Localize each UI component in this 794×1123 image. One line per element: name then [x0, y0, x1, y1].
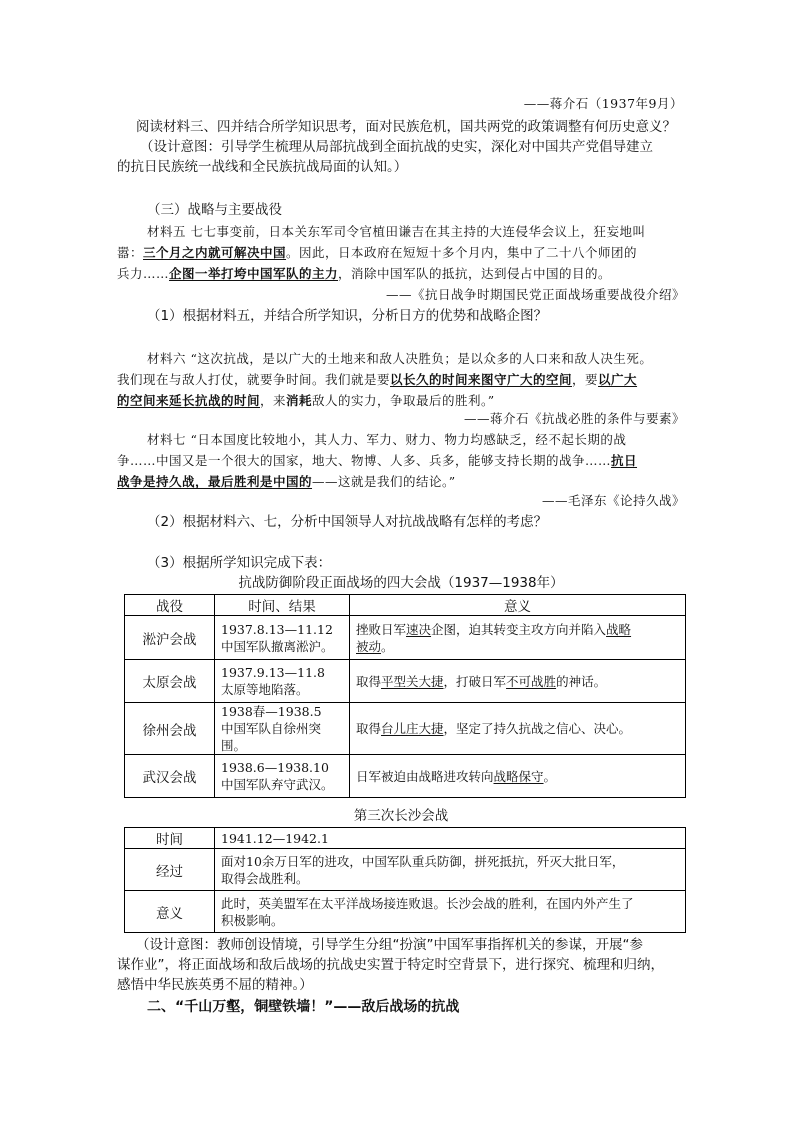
changsha-table	[124, 827, 686, 933]
material5-line: 兵力……企图一举打垮中国军队的主力，消除中国军队的抵抗，达到侵占中国的目的。	[117, 266, 612, 281]
battle-significance: 挫败日军速决企图，迫其转变主攻方向并陷入战略 被动。	[350, 616, 686, 660]
underlined-phrase: 三个月之内就可解决中国	[143, 245, 287, 260]
table-row	[125, 703, 686, 755]
question-2: （2）根据材料六、七，分析中国领导人对抗战战略有怎样的考虑？	[147, 514, 548, 530]
material6-line: 材料六 “这次抗战，是以广大的土地来和敌人决胜负；是以众多的人口来和敌人决生死。	[147, 351, 653, 366]
column-header: 战役	[125, 595, 215, 616]
material7-line: 争……中国又是一个很大的国家，地大、物博、人多、兵多，能够支持长期的战争……抗日	[117, 453, 638, 468]
table-row	[125, 849, 686, 891]
table-row	[125, 616, 686, 660]
question-text: 阅读材料三、四并结合所学知识思考，面对民族危机，国共两党的政策调整有何历史意义？	[136, 119, 676, 135]
design-intent-line: 谋作业”，将正面战场和敌后战场的抗战史实置于特定时空背景下，进行探究、梳理和归纳，	[117, 957, 664, 973]
column-header: 时间、结果	[215, 595, 350, 616]
design-intent-line: （设计意图：教师创设情境，引导学生分组“扮演”中国军事指挥机关的参谋，开展“参	[136, 937, 643, 953]
underlined-phrase: 企图一举打垮中国军队的主力	[169, 266, 339, 281]
battle-significance: 取得平型关大捷，打破日军不可战胜的神话。	[350, 660, 686, 703]
table-row	[125, 755, 686, 798]
battle-significance: 日军被迫由战略进攻转向战略保守。	[350, 755, 686, 798]
battle-name: 徐州会战	[125, 703, 215, 755]
battle-significance: 取得台儿庄大捷，坚定了持久抗战之信心、决心。	[350, 703, 686, 755]
battle-time-result: 1938春—1938.5 中国军队自徐州突围。	[215, 703, 350, 755]
underlined-phrase: 战争是持久战，最后胜利是中国的	[117, 474, 313, 489]
question-3: （3）根据所学知识完成下表：	[147, 555, 332, 571]
design-intent-line: 感悟中华民族英勇不屈的精神。）	[117, 977, 313, 993]
section-two-heading: 二、“千山万壑，铜壁铁墙！”——敌后战场的抗战	[147, 999, 460, 1015]
section-title: （三）战略与主要战役	[147, 202, 282, 218]
material6-line: 我们现在与敌人打仗，就要争时间。我们就是要以长久的时间来图守广大的空间，要以广大	[117, 372, 638, 387]
battle-name: 太原会战	[125, 660, 215, 703]
table-header-row	[125, 595, 686, 616]
material4-source: ——蒋介石（1937年9月）	[523, 96, 683, 111]
row-content: 1941.12—1942.1	[215, 828, 686, 849]
material7-line: 材料七 “日本国度比较地小，其人力、军力、财力、物力均感缺乏，经不起长期的战	[147, 432, 627, 447]
question-1: （1）根据材料五，并结合所学知识，分析日方的优势和战略企图？	[147, 308, 548, 324]
material7-source: ——毛泽东《论持久战》	[541, 493, 685, 508]
battle-time-result: 1938.6—1938.10 中国军队弃守武汉。	[215, 755, 350, 798]
table1-caption: 抗战防御阶段正面战场的四大会战（1937—1938年）	[238, 575, 564, 591]
table-row	[125, 828, 686, 849]
underlined-phrase: 以广大	[598, 372, 638, 387]
table-row	[125, 891, 686, 933]
battle-time-result: 1937.8.13—11.12 中国军队撤离淞沪。	[215, 616, 350, 660]
material7-line: 战争是持久战，最后胜利是中国的——这就是我们的结论。”	[117, 474, 456, 489]
table2-caption: 第三次长沙会战	[353, 808, 449, 824]
row-label: 意义	[125, 891, 215, 933]
row-content: 此时，英美盟军在太平洋战场接连败退。长沙会战的胜利，在国内外产生了 积极影响。	[215, 891, 686, 933]
material5-line: 嚣：三个月之内就可解决中国。因此，日本政府在短短十多个月内，集中了二十八个师团的	[117, 245, 638, 260]
battle-time-result: 1937.9.13—11.8 太原等地陷落。	[215, 660, 350, 703]
row-label: 经过	[125, 849, 215, 891]
material5-source: ——《抗日战争时期国民党正面战场重要战役介绍》	[385, 287, 685, 302]
row-content: 面对10余万日军的进攻，中国军队重兵防御，拼死抵抗，歼灭大批日军， 取得会战胜利。	[215, 849, 686, 891]
battle-name: 淞沪会战	[125, 616, 215, 660]
underlined-phrase: 的空间来延长抗战的时间	[117, 393, 261, 408]
design-intent-line: 的抗日民族统一战线和全民族抗战局面的认知。）	[117, 159, 408, 175]
underlined-phrase: 以长久的时间来图守广大的空间	[390, 372, 573, 387]
design-intent-line: （设计意图：引导学生梳理从局部抗战到全面抗战的史实，深化对中国共产党倡导建立	[140, 139, 653, 155]
material6-source: ——蒋介石《抗战必胜的条件与要素》	[463, 411, 685, 426]
material5-line: 材料五 七七事变前，日本关东军司令官植田谦吉在其主持的大连侵华会议上，狂妄地叫	[147, 224, 646, 239]
material6-line: 的空间来延长抗战的时间，来消耗敌人的实力，争取最后的胜利。”	[117, 393, 495, 408]
column-header: 意义	[350, 595, 686, 616]
underlined-phrase: 抗日	[611, 453, 638, 468]
row-label: 时间	[125, 828, 215, 849]
battles-table	[124, 594, 686, 798]
battle-name: 武汉会战	[125, 755, 215, 798]
table-row	[125, 660, 686, 703]
